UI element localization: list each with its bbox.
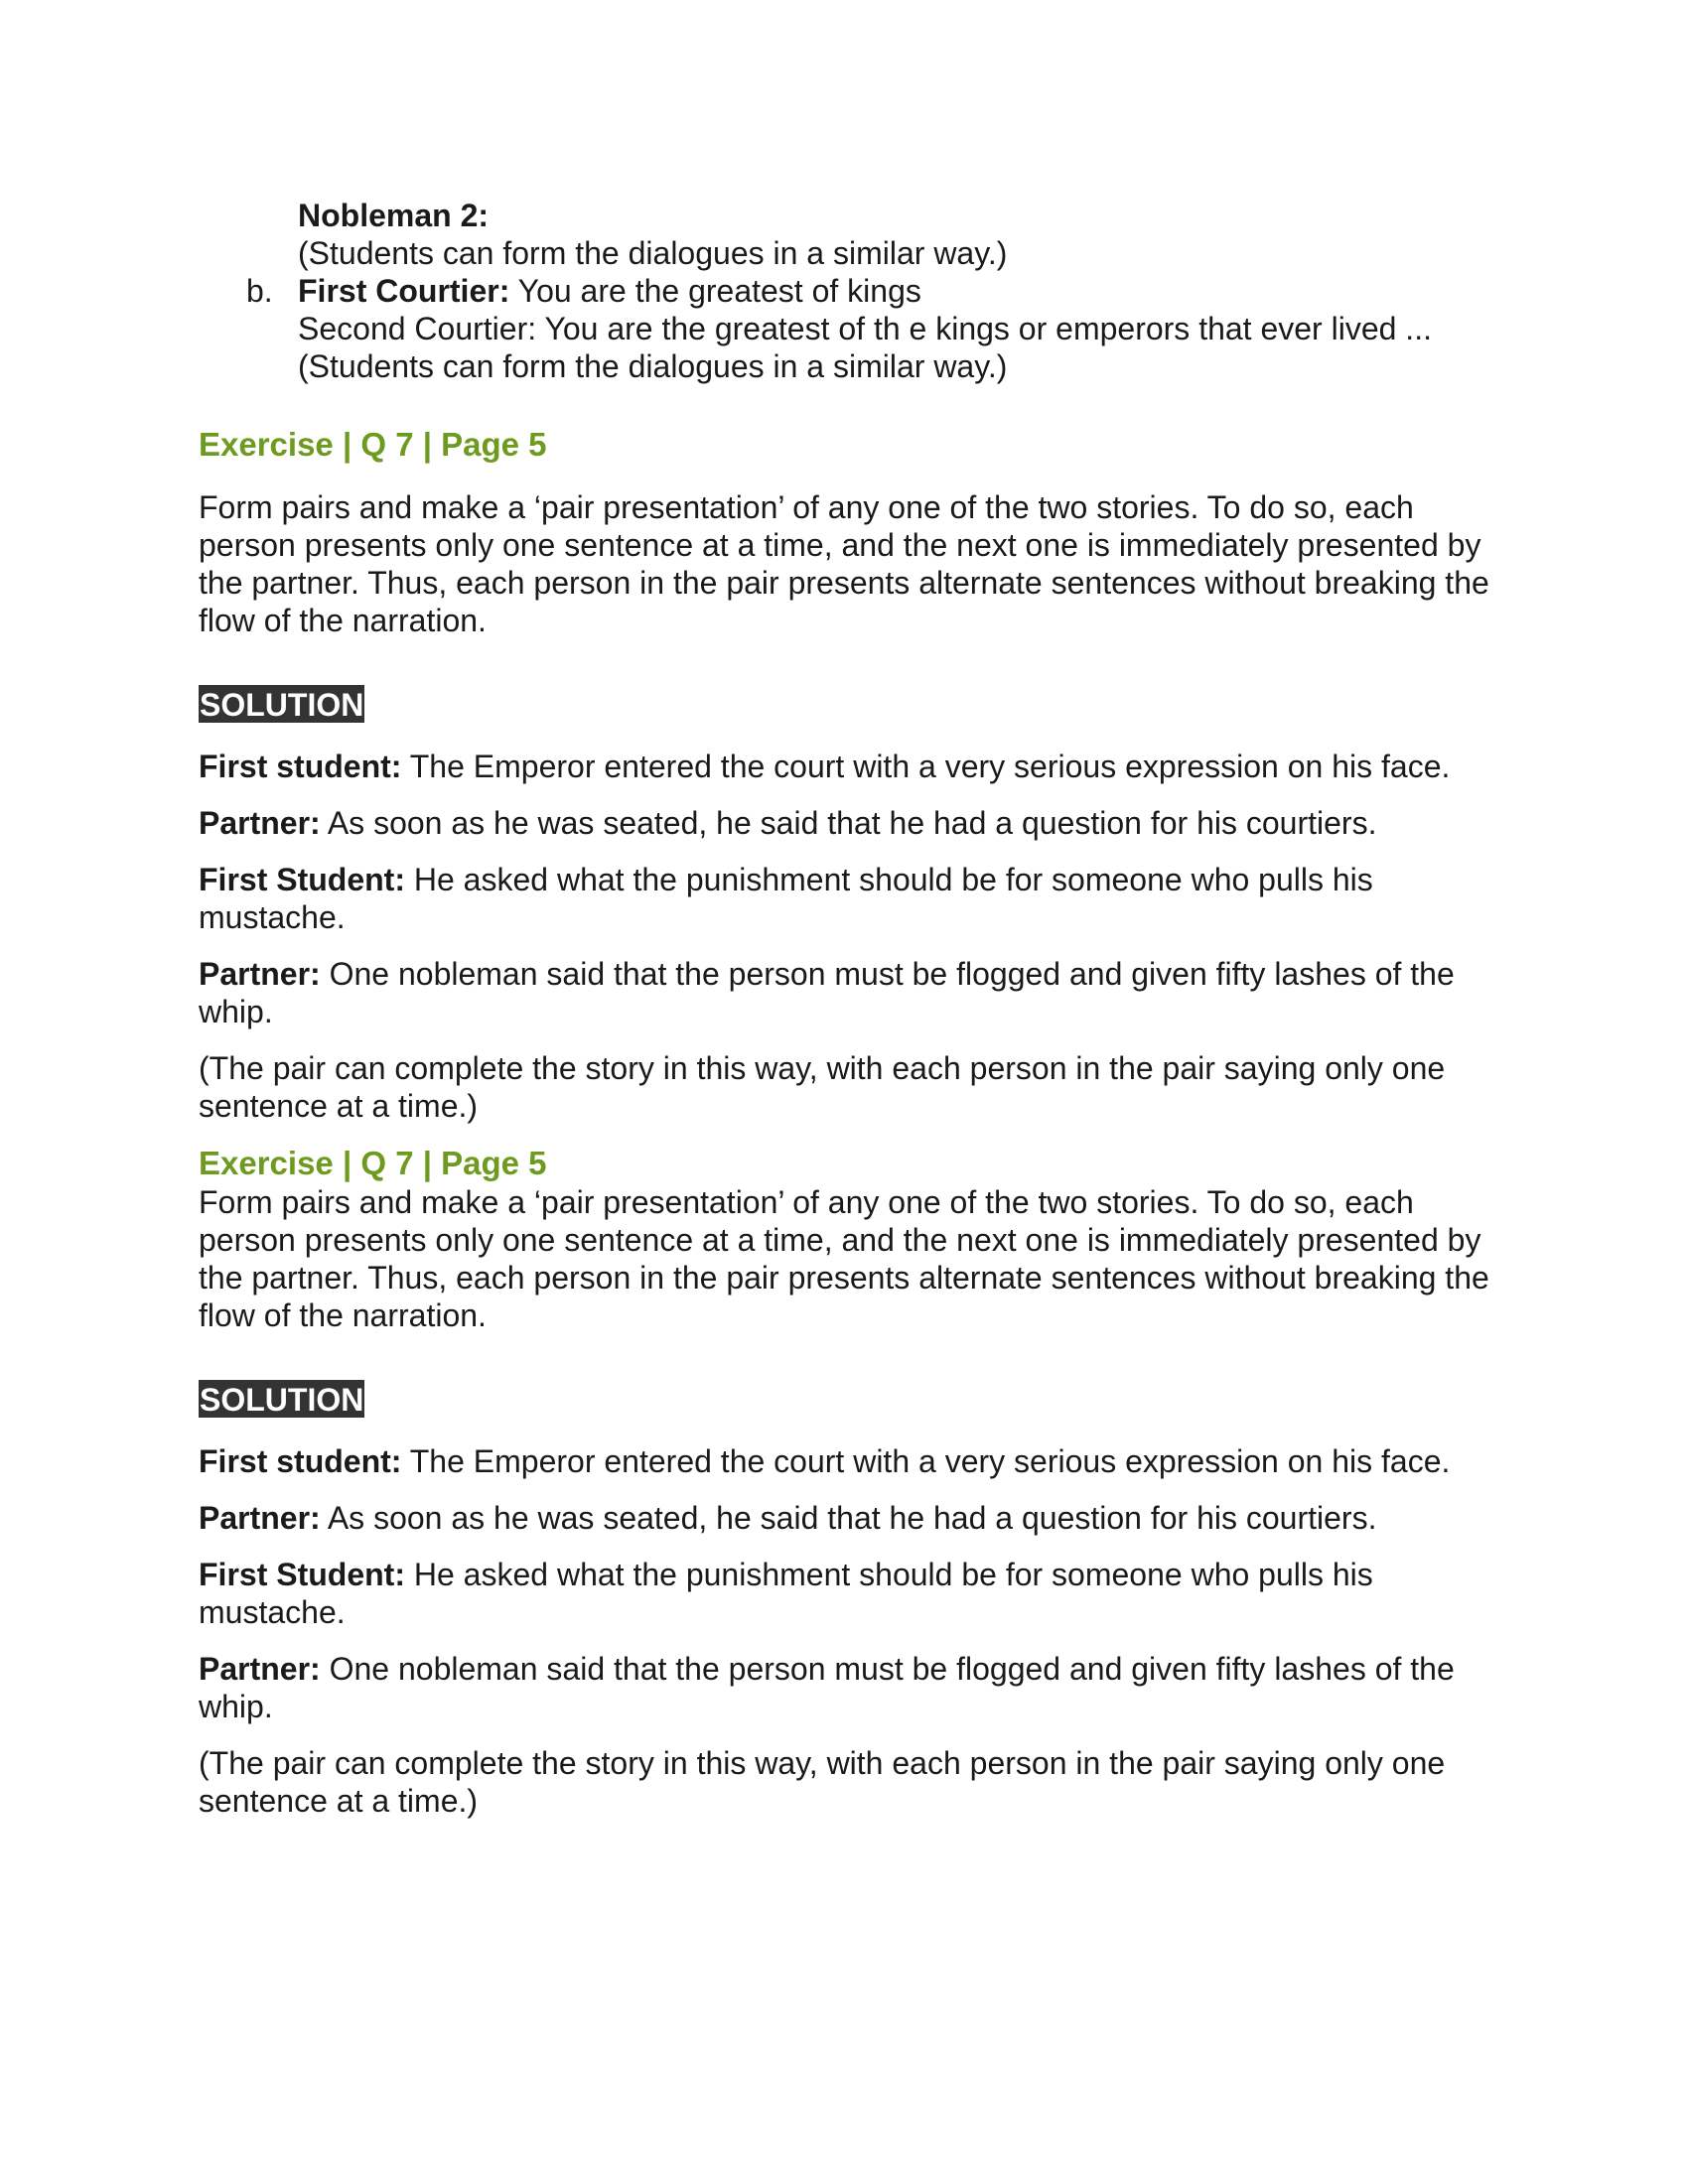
dialogue-text: The Emperor entered the court with a very serious expression on his face. xyxy=(401,1443,1451,1479)
nobleman-2-label: Nobleman 2: xyxy=(298,198,490,233)
speaker-label: Partner: xyxy=(199,1500,321,1536)
first-courtier-text: You are the greatest of kings xyxy=(509,273,921,309)
speaker-label: First Student: xyxy=(199,1557,405,1592)
dialogue-text: As soon as he was seated, he said that he had a question for his courtiers. xyxy=(320,805,1377,841)
first-courtier-label: First Courtier: xyxy=(298,273,510,309)
exercise-section-1 xyxy=(199,425,1489,1125)
exercise-heading: Exercise | Q 7 | Page 5 xyxy=(199,1145,547,1181)
dialogue-text: As soon as he was seated, he said that he had a question for his courtiers. xyxy=(320,1500,1377,1536)
speaker-label: First Student: xyxy=(199,862,405,897)
dialogue-line xyxy=(199,1556,1489,1631)
dialogue-line xyxy=(199,804,1489,842)
exercise-question: Form pairs and make a ‘pair presentation’ of any one of the two stories. To do so, each person presents only one sentence at a time, and the next one is immediately presented by the partner. Thus, each person in the pair presents alternate sentences without breaking the flow of the narration. xyxy=(199,489,1489,638)
dialogue-text: He asked what the punishment should be for someone who pulls his mustache. xyxy=(199,1557,1373,1630)
dialogue-line xyxy=(199,1499,1489,1537)
closing-note: (The pair can complete the story in this way, with each person in the pair saying only one sentence at a time.) xyxy=(199,1745,1446,1819)
closing-note: (The pair can complete the story in this way, with each person in the pair saying only one sentence at a time.) xyxy=(199,1050,1446,1124)
dialogue-text: The Emperor entered the court with a very serious expression on his face. xyxy=(401,749,1451,784)
speaker-label: Partner: xyxy=(199,805,321,841)
nobleman-2-note: (Students can form the dialogues in a similar way.) xyxy=(298,235,1008,271)
dialogue-text: One nobleman said that the person must be flogged and given fifty lashes of the whip. xyxy=(199,1651,1455,1724)
dialogue-line xyxy=(199,1442,1489,1480)
dialogue-line xyxy=(199,861,1489,936)
document-page xyxy=(199,197,1489,1820)
first-courtier-line xyxy=(298,272,1489,310)
exercise-heading: Exercise | Q 7 | Page 5 xyxy=(199,426,547,463)
nobleman-2-block xyxy=(298,197,1489,272)
dialogue-line xyxy=(199,955,1489,1030)
second-courtier-line: Second Courtier: You are the greatest of th e kings or emperors that ever lived ... xyxy=(298,311,1432,346)
list-item-b xyxy=(246,272,1489,385)
speaker-label: First student: xyxy=(199,1443,402,1479)
dialogue-text: He asked what the punishment should be for someone who pulls his mustache. xyxy=(199,862,1373,935)
list-marker-b: b. xyxy=(246,273,273,309)
dialogue-line xyxy=(199,1650,1489,1725)
speaker-label: Partner: xyxy=(199,956,321,992)
exercise-section-2 xyxy=(199,1144,1489,1820)
dialogue-text: One nobleman said that the person must be flogged and given fifty lashes of the whip. xyxy=(199,956,1455,1029)
speaker-label: First student: xyxy=(199,749,402,784)
exercise-question: Form pairs and make a ‘pair presentation’ of any one of the two stories. To do so, each person presents only one sentence at a time, and the next one is immediately presented by the partner. Thus, each person in the pair presents alternate sentences without breaking the flow of the narration. xyxy=(199,1184,1489,1333)
item-b-note: (Students can form the dialogues in a similar way.) xyxy=(298,348,1008,384)
dialogue-line xyxy=(199,748,1489,785)
solution-badge: SOLUTION xyxy=(200,1382,364,1418)
speaker-label: Partner: xyxy=(199,1651,321,1687)
solution-badge: SOLUTION xyxy=(200,687,364,723)
